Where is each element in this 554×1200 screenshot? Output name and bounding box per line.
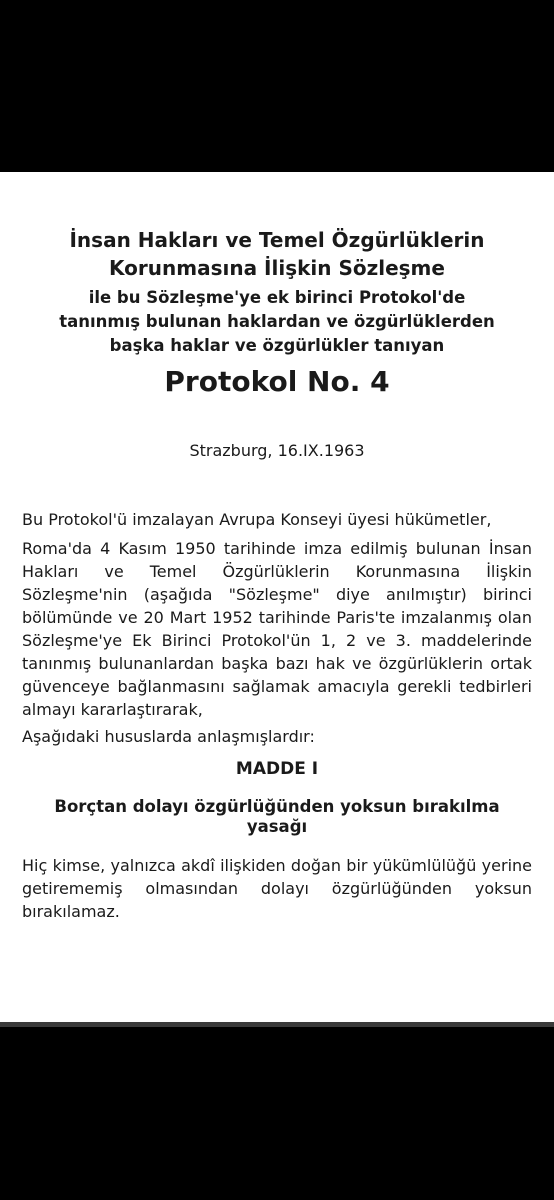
article-number: MADDE I xyxy=(235,759,319,779)
place-date: Strazburg, 16.IX.1963 xyxy=(189,441,365,460)
document-subtitle-line-3: başka haklar ve özgürlükler tanıyan xyxy=(109,336,445,355)
document-subtitle-line-2: tanınmış bulunan haklardan ve özgürlüklerden xyxy=(59,312,495,331)
document-subtitle-line-1: ile bu Sözleşme'ye ek birinci Protokol'de xyxy=(88,288,466,307)
document-title-line-2: Korunmasına İlişkin Sözleşme xyxy=(109,256,445,280)
article-title: Borçtan dolayı özgürlüğünden yoksun bırakılma yasağı xyxy=(54,797,500,836)
document-page xyxy=(0,172,554,1022)
protocol-title: Protokol No. 4 xyxy=(164,365,390,398)
page-bottom-edge xyxy=(0,1022,554,1027)
document-title-line-1: İnsan Hakları ve Temel Özgürlüklerin xyxy=(69,228,485,252)
preamble-paragraph-3: Aşağıdaki hususlarda anlaşmışlardır: xyxy=(22,727,315,746)
preamble-paragraph-1: Bu Protokol'ü imzalayan Avrupa Konseyi üyesi hükümetler, xyxy=(22,510,492,529)
article-text: Hiç kimse, yalnızca akdî ilişkiden doğan bir yükümlülüğü yerine getirememiş olmasından dolayı özgürlüğünden yoksun bırakılamaz. xyxy=(22,855,532,921)
preamble-paragraph-2: Roma'da 4 Kasım 1950 tarihinde imza edilmiş bulunan İnsan Hakları ve Temel Özgürlüklerin Korunmasına İlişkin Sözleşme'nin (aşağıda "Sözleşme" diye anılmıştır) birinci bölümünde ve 20 Mart 1952 tarihinde Paris'te imzalanmış olan Sözleşme'ye Ek Birinci Protokol'ün 1, 2 ve 3. maddelerinde tanınmış bulunanlardan başka bazı hak ve özgürlüklerin ortak güvenceye bağlanmasını sağlamak amacıyla gerekli tedbirleri almayı kararlaştırarak, xyxy=(22,539,532,719)
